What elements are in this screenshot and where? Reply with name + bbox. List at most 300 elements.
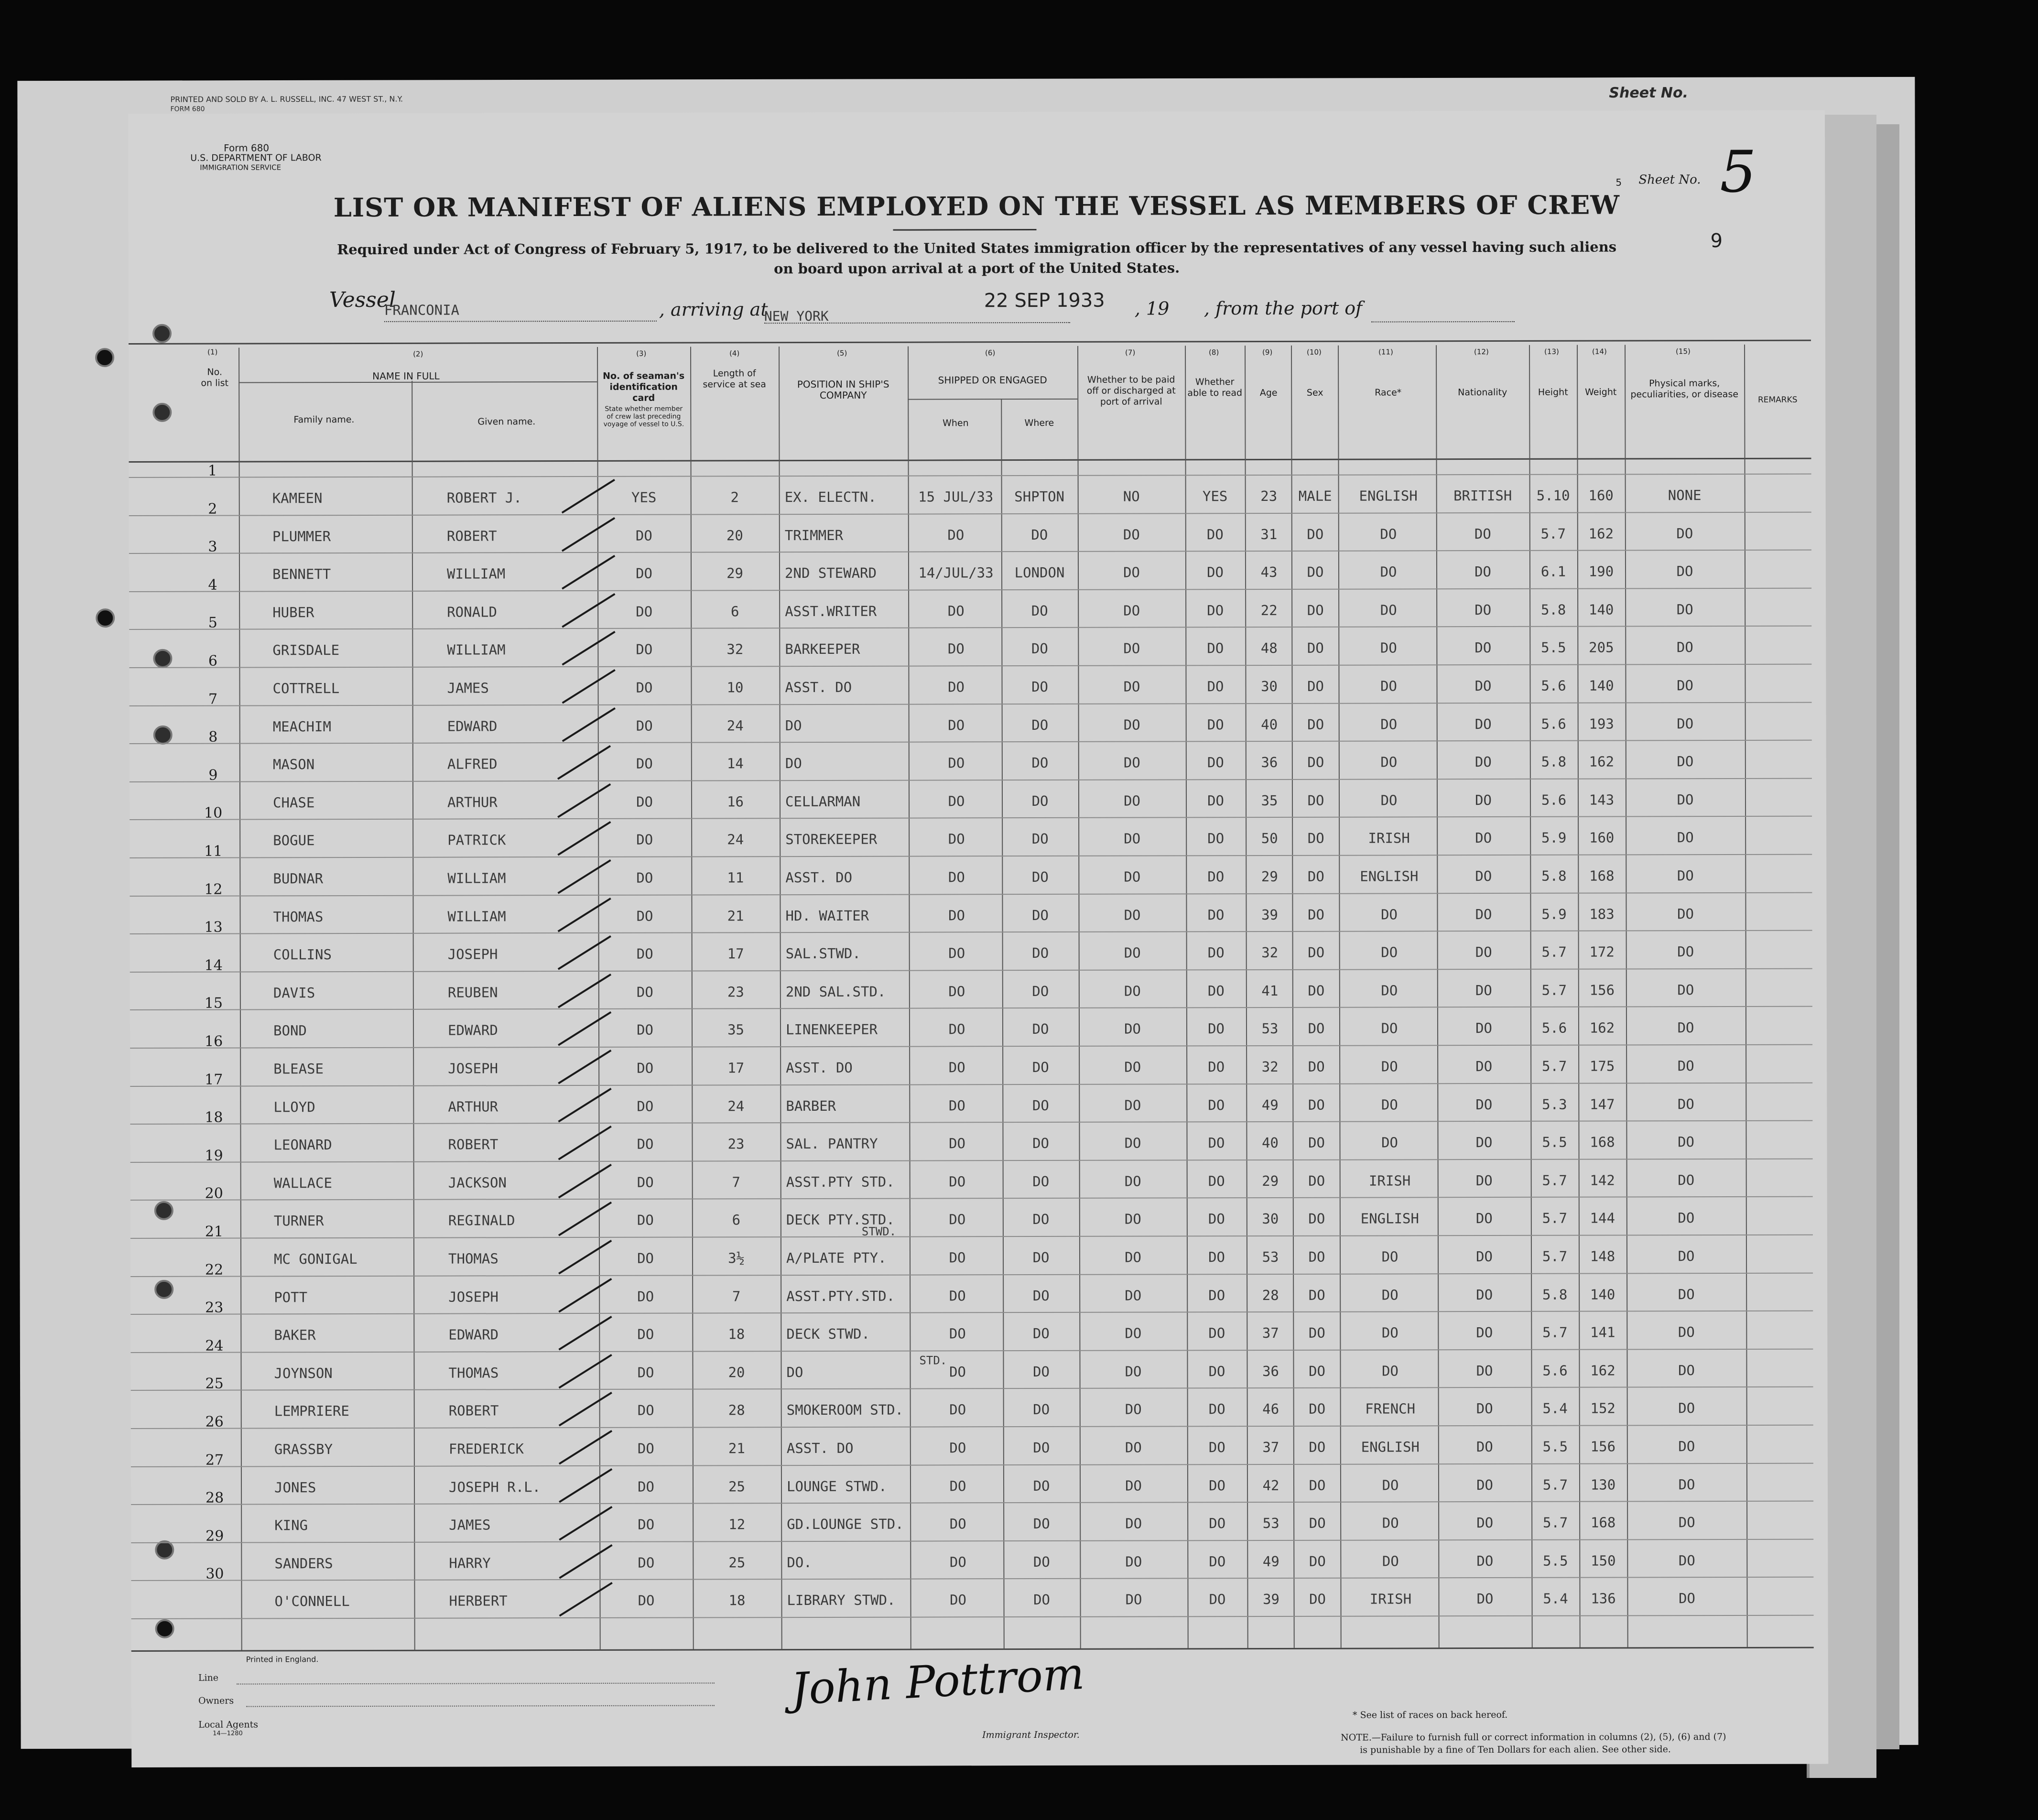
line-number: 9	[208, 767, 218, 784]
header-when: When	[943, 418, 969, 429]
line-number: 11	[204, 843, 223, 860]
cell-paid: DO	[1123, 716, 1140, 733]
row-rule	[130, 702, 1812, 706]
col-number: (5)	[837, 348, 847, 358]
cell-physical: DO	[1677, 829, 1694, 846]
cell-position: ASST.PTY.STD.	[786, 1288, 895, 1304]
line-label: Line	[198, 1672, 219, 1683]
punch-hole-icon	[155, 1619, 174, 1638]
cell-weight: 140	[1590, 1286, 1615, 1303]
cell-age: 43	[1260, 564, 1278, 581]
cell-paid: DO	[1125, 1553, 1142, 1570]
cell-family: BOGUE	[273, 832, 315, 849]
cell-read: DO	[1208, 1135, 1225, 1151]
cell-sex: DO	[1309, 1591, 1326, 1608]
cell-position: CELLARMAN	[785, 793, 861, 810]
cell-height: 5.7	[1540, 525, 1566, 542]
header-position: POSITION IN SHIP'S COMPANY	[797, 378, 889, 401]
inspector-signature: John Pottrom	[790, 1647, 1086, 1715]
punch-hole-icon	[96, 608, 115, 628]
cell-age: 30	[1262, 1211, 1279, 1227]
cell-height: 5.7	[1541, 982, 1567, 998]
cell-given: ROBERT	[448, 1136, 499, 1153]
cell-sex: DO	[1307, 830, 1324, 847]
cell-where: DO	[1031, 755, 1049, 771]
col-divider	[1625, 345, 1628, 1647]
cell-height: 5.6	[1542, 1362, 1568, 1379]
col-number: (9)	[1262, 347, 1273, 357]
cell-read: DO	[1208, 1172, 1225, 1190]
cell-race: DO	[1381, 944, 1398, 961]
cell-family: TURNER	[273, 1213, 324, 1229]
punch-hole-icon	[154, 1280, 173, 1299]
cell-age: 23	[1260, 488, 1278, 505]
cell-card: DO	[638, 1592, 655, 1609]
cell-age: 36	[1261, 754, 1278, 771]
cell-nationality: DO	[1475, 1020, 1493, 1037]
cell-physical: NONE	[1668, 487, 1702, 504]
cell-service: 6	[730, 603, 739, 620]
cell-when: DO	[948, 1059, 965, 1076]
cell-family: DAVIS	[273, 984, 315, 1001]
cell-where: DO	[1032, 945, 1049, 962]
cell-nationality: DO	[1474, 601, 1492, 618]
cell-card: DO	[637, 1288, 654, 1305]
header-length-service: Length of service at sea	[703, 368, 766, 390]
cell-physical: DO	[1679, 1590, 1696, 1607]
row-rule	[129, 474, 1811, 478]
cell-position: SAL.STWD.	[785, 945, 861, 962]
header-no-on-list: No. on list	[201, 367, 229, 389]
cell-given: REUBEN	[447, 984, 498, 1001]
header-given-name: Given name.	[477, 416, 536, 427]
cell-age: 29	[1262, 1172, 1279, 1189]
cell-paid: DO	[1123, 526, 1140, 543]
cell-paid: DO	[1124, 1135, 1141, 1151]
row-rule	[129, 550, 1811, 554]
cell-family: WALLACE	[273, 1174, 332, 1192]
cell-paid: DO	[1125, 1249, 1142, 1266]
cell-height: 5.8	[1541, 867, 1567, 884]
cell-age: 36	[1262, 1363, 1279, 1379]
cell-service: 14	[726, 755, 744, 772]
cell-given: JOSEPH	[447, 946, 498, 963]
cell-position: DO	[785, 755, 802, 772]
cell-when: DO	[948, 679, 965, 695]
col-divider	[238, 348, 242, 1650]
cell-race: DO	[1381, 982, 1398, 999]
cell-where: DO	[1031, 640, 1048, 657]
line-number: 21	[205, 1223, 224, 1240]
row-rule	[130, 854, 1812, 858]
line-number: 26	[205, 1413, 224, 1430]
cell-service: 25	[728, 1554, 746, 1571]
cell-race: DO	[1381, 1020, 1398, 1037]
cell-given: JAMES	[449, 1517, 491, 1533]
header-family-name: Family name.	[293, 414, 355, 425]
cell-race: DO	[1382, 1363, 1399, 1379]
cell-race: DO	[1381, 906, 1398, 923]
cell-given: JAMES	[447, 680, 489, 696]
cell-paid: DO	[1124, 1020, 1141, 1038]
cell-card: DO	[637, 1022, 654, 1039]
cell-family: THOMAS	[273, 908, 324, 925]
cell-family: BENNETT	[272, 566, 331, 583]
cell-height: 5.8	[1540, 601, 1566, 618]
cell-read: DO	[1207, 716, 1224, 733]
cell-family: COLLINS	[273, 946, 332, 963]
cell-height: 5.7	[1542, 1324, 1568, 1341]
cell-physical: DO	[1678, 1210, 1695, 1226]
cell-where: DO	[1032, 1325, 1050, 1342]
cell-card: DO	[636, 793, 653, 810]
table-bottom-rule	[131, 1647, 1814, 1652]
cell-sex: DO	[1308, 1058, 1325, 1075]
cell-sex: DO	[1307, 754, 1324, 771]
cell-when: DO	[949, 1135, 966, 1152]
cell-height: 5.4	[1543, 1591, 1568, 1607]
cell-read: DO	[1208, 1439, 1225, 1456]
cell-age: 37	[1262, 1325, 1279, 1342]
cell-when: DO	[948, 793, 965, 810]
cell-height: 5.6	[1541, 1020, 1567, 1037]
header-nationality: Nationality	[1458, 387, 1507, 398]
cell-family: CHASE	[272, 794, 315, 811]
cell-when: DO	[948, 1097, 965, 1114]
cell-card: DO	[637, 1136, 654, 1152]
cell-nationality: DO	[1476, 1400, 1493, 1417]
cell-read: DO	[1207, 564, 1224, 581]
cell-given: WILLIAM	[447, 641, 506, 658]
cell-read: DO	[1206, 526, 1224, 542]
col-number: (11)	[1378, 347, 1393, 357]
cell-position: A/PLATE PTY.	[786, 1249, 887, 1267]
cell-height: 5.8	[1541, 753, 1567, 770]
cell-height: 5.5	[1541, 639, 1566, 656]
cell-read: DO	[1209, 1515, 1226, 1532]
cell-where: DO	[1032, 1211, 1050, 1228]
cell-family: PLUMMER	[272, 528, 331, 544]
cell-race: DO	[1382, 1553, 1399, 1570]
cell-card: DO	[638, 1478, 655, 1495]
printer-credit: PRINTED AND SOLD BY A. L. RUSSELL, INC. 47 WEST ST., N.Y.	[170, 94, 403, 104]
line-number: 30	[206, 1565, 224, 1583]
cell-given: EDWARD	[448, 1326, 499, 1343]
cell-weight: 147	[1590, 1096, 1615, 1113]
line-number: 1	[207, 462, 217, 479]
cell-card: DO	[637, 1060, 654, 1076]
cell-nationality: DO	[1475, 1134, 1493, 1151]
form-code: 14—1280	[213, 1730, 243, 1737]
cell-race: FRENCH	[1365, 1400, 1416, 1417]
cell-physical: DO	[1676, 525, 1693, 542]
col-number: (3)	[636, 349, 647, 358]
cell-where: DO	[1032, 1135, 1050, 1152]
cell-physical: DO	[1678, 1362, 1695, 1379]
cell-read: DO	[1208, 1020, 1225, 1037]
cell-race: ENGLISH	[1359, 488, 1418, 504]
cell-family: LEMPRIERE	[274, 1403, 349, 1419]
cell-nationality: DO	[1476, 1591, 1494, 1607]
cell-service: 16	[727, 793, 744, 810]
cell-family: JONES	[274, 1479, 316, 1495]
cell-card: DO	[638, 1516, 655, 1533]
header-sex: Sex	[1306, 387, 1323, 398]
cell-race: IRISH	[1368, 830, 1410, 846]
cell-sex: DO	[1307, 602, 1324, 618]
cell-read: DO	[1207, 640, 1224, 657]
cell-physical: DO	[1678, 1171, 1695, 1189]
cell-when: DO	[947, 640, 965, 657]
title-rule	[893, 229, 1037, 231]
cell-physical: DO	[1677, 867, 1694, 884]
cell-service: 21	[727, 907, 744, 924]
sheet-handwritten-number: 5	[1720, 139, 1756, 206]
cell-weight: 205	[1589, 639, 1614, 656]
cell-service: 20	[728, 1364, 745, 1381]
cell-sex: DO	[1307, 640, 1324, 657]
cell-position: STOREKEEPER	[785, 831, 878, 848]
cell-nationality: DO	[1475, 868, 1492, 885]
cell-where: DO	[1032, 1097, 1049, 1114]
cell-given: HARRY	[449, 1555, 491, 1571]
arriving-label: , arriving at	[659, 299, 768, 320]
cell-physical: DO	[1677, 1095, 1694, 1112]
cell-service: 17	[727, 1060, 745, 1076]
row-rule	[130, 1006, 1812, 1010]
cell-sex: DO	[1308, 1211, 1325, 1227]
cell-weight: 175	[1589, 1058, 1615, 1074]
cell-when: DO	[947, 526, 965, 543]
department: U.S. DEPARTMENT OF LABOR	[190, 152, 322, 163]
cell-sex: DO	[1309, 1553, 1326, 1570]
cell-position: DECK PTY.STD.	[786, 1212, 895, 1228]
subtitle-line1: Required under Act of Congress of February 5, 1917, to be delivered to the United States immigration officer by the representatives of any vessel having such aliens	[337, 238, 1617, 258]
cell-read: DO	[1208, 1096, 1225, 1113]
cell-nationality: DO	[1475, 1096, 1493, 1113]
cell-when: DO	[949, 1173, 966, 1190]
header-bottom-rule	[129, 458, 1811, 463]
cell-read: DO	[1207, 602, 1224, 619]
cell-family: LLOYD	[273, 1098, 315, 1115]
cell-weight: 162	[1590, 1362, 1615, 1379]
position-note: STWD.	[861, 1224, 897, 1238]
cell-card: DO	[637, 1326, 654, 1343]
cell-weight: 150	[1591, 1552, 1616, 1569]
cell-card: DO	[636, 869, 653, 886]
cell-physical: DO	[1677, 981, 1694, 998]
cell-weight: 162	[1589, 753, 1615, 770]
cell-nationality: DO	[1475, 1058, 1493, 1075]
cell-card: DO	[636, 984, 653, 1000]
cell-sex: DO	[1307, 716, 1324, 733]
cell-family: GRISDALE	[272, 642, 340, 659]
cell-race: DO	[1380, 754, 1398, 770]
from-port-underline	[1371, 321, 1515, 323]
cell-read: DO	[1209, 1591, 1226, 1608]
cell-weight: 183	[1589, 906, 1615, 922]
cell-weight: 144	[1590, 1210, 1615, 1226]
row-rule	[130, 1158, 1813, 1162]
line-number: 18	[205, 1109, 223, 1126]
cell-race: DO	[1380, 639, 1397, 656]
cell-age: 31	[1260, 526, 1278, 542]
cell-card: DO	[636, 908, 653, 924]
cell-where: DO	[1031, 678, 1049, 695]
header-weight: Weight	[1585, 387, 1617, 398]
row-rule	[130, 930, 1812, 934]
cell-height: 5.5	[1542, 1438, 1568, 1455]
cell-position: HD. WAITER	[785, 907, 869, 924]
cell-race: ENGLISH	[1360, 868, 1419, 885]
row-rule	[130, 1235, 1813, 1239]
vessel-label: Vessel	[329, 287, 396, 313]
cell-nationality: DO	[1475, 830, 1492, 846]
cell-family: MC GONIGAL	[273, 1251, 358, 1268]
cell-age: 37	[1262, 1439, 1279, 1456]
cell-physical: DO	[1678, 1248, 1695, 1265]
punch-hole-icon	[153, 649, 172, 668]
cell-paid: DO	[1124, 1097, 1141, 1114]
line-number: 15	[204, 995, 223, 1012]
line-number: 19	[205, 1147, 223, 1164]
cell-height: 5.7	[1542, 1210, 1568, 1227]
cell-age: 42	[1262, 1477, 1279, 1494]
col-number: (8)	[1209, 348, 1219, 357]
col-divider	[1001, 399, 1004, 1648]
cell-height: 5.7	[1541, 943, 1567, 960]
row-rule	[130, 1120, 1812, 1125]
year-prefix: , 19	[1134, 298, 1170, 319]
cell-physical: DO	[1678, 1324, 1695, 1341]
header-seaman-card-note: State whether member of crew last preceding voyage of vessel to U.S.	[603, 405, 684, 428]
cell-where: SHPTON	[1014, 488, 1065, 505]
cell-given: ARTHUR	[448, 1098, 499, 1115]
cell-paid: DO	[1124, 1173, 1141, 1190]
line-number: 17	[205, 1071, 223, 1088]
cell-read: DO	[1208, 1325, 1225, 1342]
cell-race: DO	[1380, 563, 1397, 580]
cell-physical: DO	[1678, 1514, 1695, 1531]
cell-physical: DO	[1677, 943, 1694, 960]
cell-position: ASST. DO	[786, 1440, 854, 1457]
cell-read: DO	[1208, 1363, 1225, 1380]
cell-paid: DO	[1124, 907, 1141, 923]
line-number: 8	[208, 728, 218, 746]
cell-weight: 168	[1590, 1134, 1615, 1150]
header-physical: Physical marks, peculiarities, or disease	[1630, 378, 1739, 400]
row-rule	[130, 816, 1812, 820]
cell-age: 32	[1261, 1058, 1279, 1075]
inspector-label: Immigrant Inspector.	[982, 1729, 1080, 1741]
cell-when: DO	[949, 1554, 966, 1571]
cell-weight: 156	[1589, 982, 1615, 998]
cell-service: 35	[727, 1021, 745, 1038]
header-seaman-card: No. of seaman's identification card	[603, 370, 685, 403]
line-number: 29	[206, 1528, 224, 1545]
cell-height: 5.4	[1542, 1400, 1568, 1417]
cell-height: 5.7	[1541, 1058, 1567, 1074]
cell-where: DO	[1032, 1287, 1050, 1304]
sheet-printed-number: 5	[1615, 176, 1622, 188]
races-note: * See list of races on back hereof.	[1353, 1709, 1508, 1721]
cell-race: DO	[1380, 602, 1397, 618]
cell-race: DO	[1382, 1477, 1399, 1494]
cell-paid: DO	[1124, 830, 1141, 847]
cell-card: DO	[636, 832, 653, 848]
line-number: 28	[205, 1489, 224, 1506]
cell-height: 5.10	[1536, 487, 1570, 504]
cell-race: DO	[1380, 792, 1398, 809]
row-rule	[130, 1044, 1812, 1049]
col-number: (15)	[1676, 347, 1691, 356]
cell-nationality: BRITISH	[1453, 487, 1512, 504]
row-rule	[131, 1538, 1813, 1543]
cell-read: DO	[1207, 830, 1225, 847]
cell-paid: DO	[1125, 1325, 1142, 1342]
cell-read: DO	[1207, 678, 1224, 695]
cell-nationality: DO	[1474, 639, 1492, 656]
cell-physical: DO	[1677, 905, 1694, 922]
line-number: 20	[205, 1185, 223, 1202]
cell-physical: DO	[1676, 563, 1693, 580]
cell-weight: 168	[1589, 867, 1615, 884]
cell-given: PATRICK	[447, 832, 506, 848]
cell-sex: DO	[1309, 1401, 1326, 1418]
cell-read: DO	[1207, 982, 1225, 999]
cell-when: DO	[950, 1592, 967, 1608]
cell-weight: 162	[1588, 525, 1614, 542]
cell-position: ASST. DO	[786, 1059, 853, 1076]
punch-hole-icon	[154, 1201, 173, 1220]
line-number: 7	[208, 691, 218, 708]
cell-nationality: DO	[1474, 525, 1491, 542]
cell-given: ALFRED	[447, 756, 498, 772]
row-rule	[130, 1272, 1813, 1277]
cell-service: 18	[728, 1326, 745, 1343]
col-number: (2)	[413, 349, 423, 358]
cell-sex: DO	[1307, 868, 1324, 885]
cell-age: 40	[1261, 716, 1278, 733]
cell-card: DO	[636, 641, 653, 658]
cell-position: LOUNGE STWD.	[786, 1478, 887, 1495]
cell-weight: 162	[1589, 1019, 1615, 1036]
cell-when: DO	[949, 1516, 966, 1532]
sheet-no-label: Sheet No.	[1638, 173, 1701, 187]
cell-when: DO	[947, 603, 965, 619]
cell-sex: MALE	[1298, 488, 1332, 504]
cell-paid: DO	[1123, 754, 1140, 771]
cell-card: DO	[636, 679, 653, 696]
cell-sex: DO	[1308, 906, 1325, 923]
cell-physical: DO	[1676, 639, 1693, 656]
cell-age: 53	[1262, 1248, 1279, 1266]
punch-hole-icon	[95, 348, 114, 367]
cell-given: EDWARD	[447, 717, 498, 735]
cell-family: KAMEEN	[272, 490, 323, 507]
cell-read: DO	[1208, 1249, 1225, 1266]
cell-paid: DO	[1123, 678, 1140, 695]
punch-hole-icon	[153, 726, 173, 745]
cell-age: 41	[1261, 982, 1279, 999]
header-where: Where	[1024, 417, 1054, 429]
punch-hole-icon	[155, 1540, 174, 1560]
cell-family: BLEASE	[273, 1061, 324, 1077]
cell-where: DO	[1032, 1249, 1050, 1266]
port-underline	[764, 322, 1070, 324]
cell-given: FREDERICK	[448, 1441, 524, 1457]
cell-when: DO	[948, 983, 965, 1000]
